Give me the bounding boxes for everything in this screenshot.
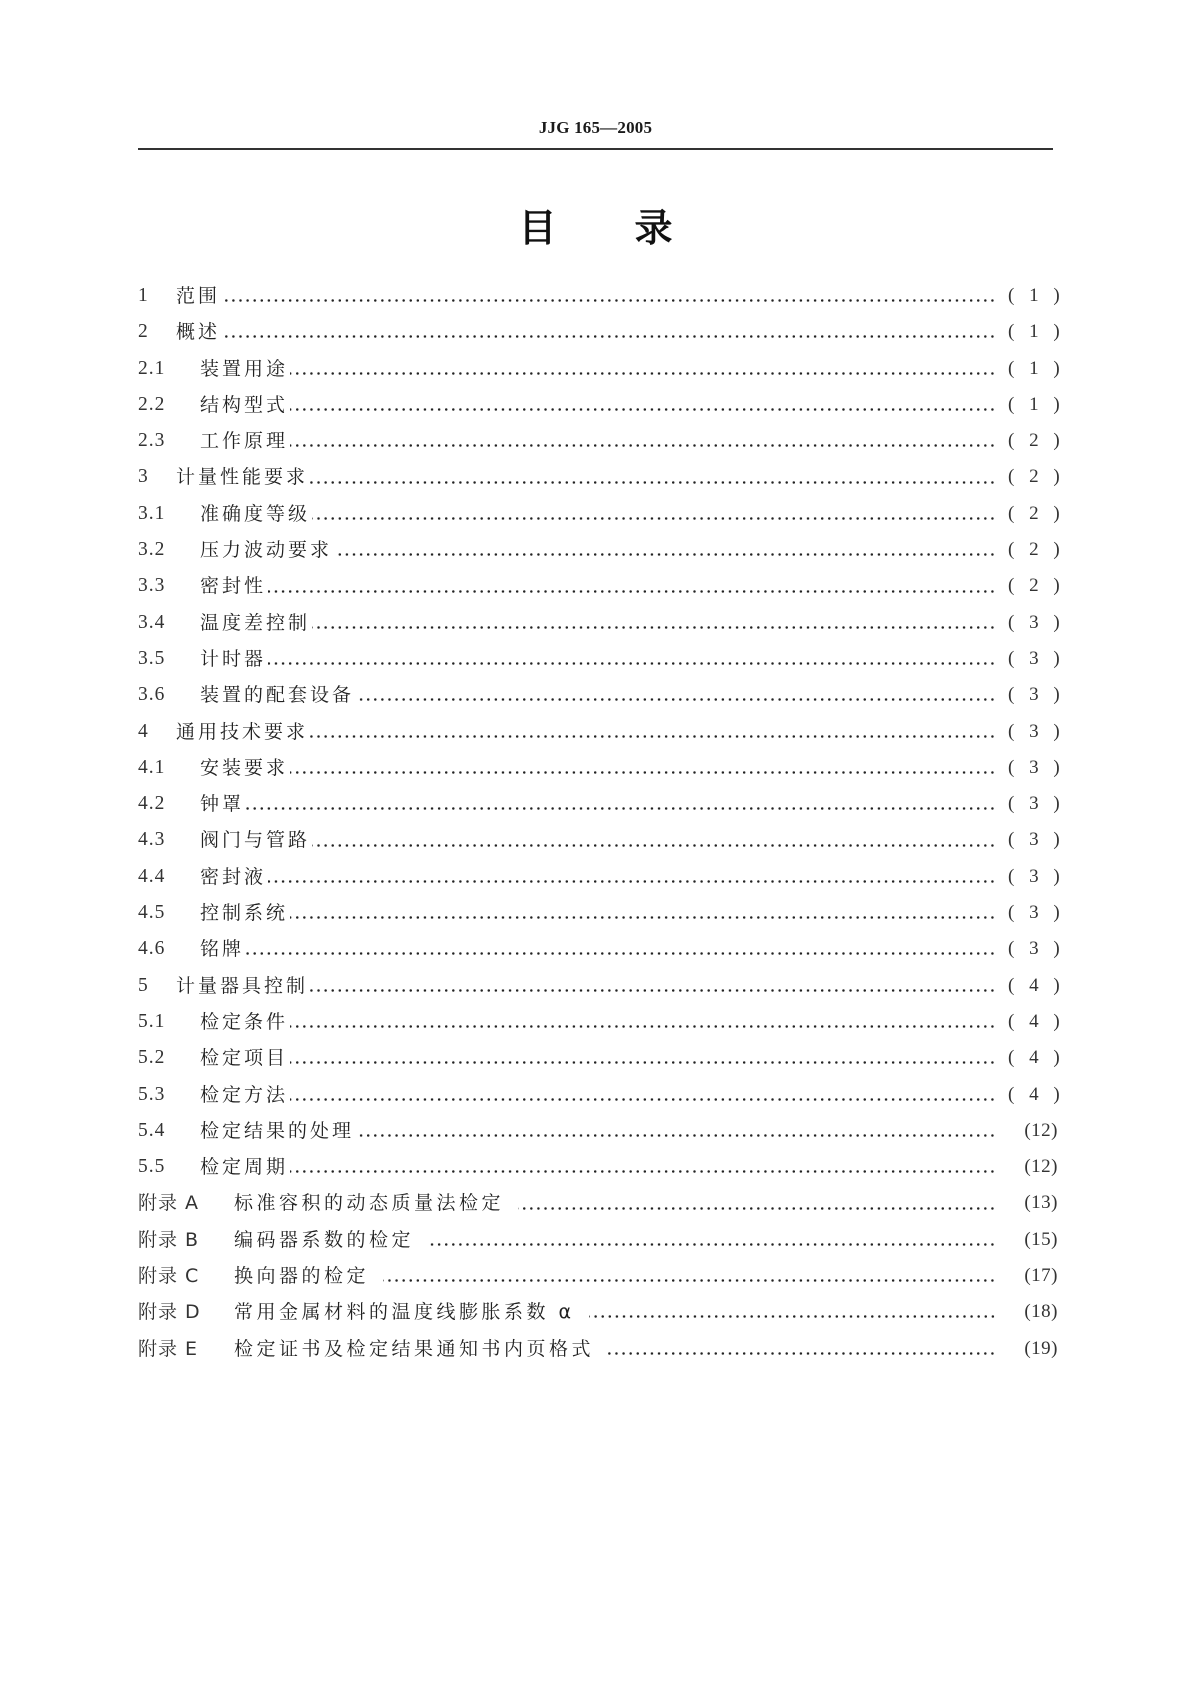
toc-entry-number: 2.2 — [138, 393, 166, 415]
toc-entry-label: 装置的配套设备 — [200, 684, 355, 707]
toc-entry-number: 2.1 — [138, 357, 166, 379]
dot-leader — [312, 605, 996, 641]
toc-entry-number: 附录 B — [138, 1228, 200, 1251]
toc-entry-label: 检定项目 — [200, 1047, 289, 1070]
toc-entry-page-number: (19) — [1024, 1337, 1058, 1359]
dot-leader — [290, 1040, 996, 1076]
table-of-contents — [138, 278, 1065, 1367]
toc-entry-number: 5.2 — [138, 1047, 166, 1069]
toc-entry[interactable] — [138, 605, 1065, 641]
toc-entry-page-number: ( 3 ) — [1008, 756, 1065, 778]
toc-entry-number: 3.5 — [138, 647, 166, 669]
toc-entry-label: 阀门与管路 — [200, 829, 311, 852]
toc-entry-label: 编码器系数的检定 — [234, 1228, 415, 1251]
toc-entry-label: 计量性能要求 — [176, 466, 309, 489]
toc-entry-page-number: ( 2 ) — [1008, 430, 1065, 452]
toc-entry[interactable] — [138, 822, 1065, 858]
toc-entry-number: 附录 D — [138, 1301, 201, 1324]
toc-entry-number: 5.1 — [138, 1010, 166, 1032]
dot-leader — [290, 895, 996, 931]
toc-entry-label: 标准容积的动态质量法检定 — [234, 1192, 505, 1215]
toc-entry-number: 附录 E — [138, 1337, 199, 1360]
toc-entry-label: 常用金属材料的温度线膨胀系数 α — [234, 1301, 575, 1324]
toc-entry-page-number: ( 3 ) — [1008, 829, 1065, 851]
toc-entry-number: 4.4 — [138, 865, 166, 887]
dot-leader — [268, 641, 996, 677]
dot-leader — [518, 1186, 996, 1222]
toc-entry[interactable] — [138, 568, 1065, 604]
toc-entry-page-number: (12) — [1024, 1156, 1058, 1178]
dot-leader — [290, 1004, 996, 1040]
running-header-standard-code: JJG 165—2005 — [538, 118, 653, 137]
toc-entry-label: 压力波动要求 — [200, 539, 333, 562]
toc-entry-number: 3.4 — [138, 611, 166, 633]
toc-entry-number: 4.1 — [138, 756, 166, 778]
toc-entry-page-number: ( 3 ) — [1008, 684, 1065, 706]
dot-leader — [246, 786, 996, 822]
title-char-1: 目 — [518, 206, 557, 250]
toc-entry-number: 5.4 — [138, 1119, 166, 1141]
toc-entry-page-number: (17) — [1024, 1265, 1058, 1287]
toc-entry-number: 4.2 — [138, 793, 166, 815]
toc-entry-page-number: (18) — [1024, 1301, 1058, 1323]
toc-entry-label: 计时器 — [200, 647, 267, 670]
toc-entry-page-number: ( 2 ) — [1008, 575, 1065, 597]
toc-entry-label: 密封性 — [200, 575, 267, 598]
toc-entry-label: 检定周期 — [200, 1156, 289, 1179]
toc-entry[interactable] — [138, 532, 1065, 568]
toc-entry-label: 范围 — [176, 285, 221, 307]
toc-entry[interactable] — [138, 423, 1065, 459]
toc-entry-page-number: ( 4 ) — [1008, 1083, 1065, 1105]
toc-entry-label: 准确度等级 — [200, 502, 311, 525]
toc-entry-page-number: ( 1 ) — [1008, 393, 1065, 415]
toc-entry[interactable] — [138, 786, 1065, 822]
toc-entry-label: 检定条件 — [200, 1010, 289, 1033]
dot-leader — [310, 968, 996, 1004]
toc-entry[interactable] — [138, 387, 1065, 423]
dot-leader — [290, 387, 996, 423]
dot-leader — [222, 278, 996, 314]
toc-entry-page-number: ( 3 ) — [1008, 647, 1065, 669]
toc-entry[interactable] — [138, 1077, 1065, 1113]
toc-entry-number: 5.5 — [138, 1156, 166, 1178]
toc-appendix-entry[interactable] — [138, 1185, 1058, 1221]
dot-leader — [290, 1149, 996, 1185]
toc-entry-page-number: ( 3 ) — [1008, 865, 1065, 887]
dot-leader — [608, 1331, 996, 1367]
toc-entry-label: 温度差控制 — [200, 611, 311, 634]
toc-entry-page-number: ( 1 ) — [1008, 357, 1065, 379]
toc-entry-number: 3.1 — [138, 502, 166, 524]
dot-leader — [290, 351, 996, 387]
toc-entry-page-number: (12) — [1024, 1119, 1058, 1141]
toc-entry-number: 5 — [138, 974, 149, 996]
toc-entry[interactable] — [138, 968, 1065, 1004]
dot-leader — [290, 750, 996, 786]
toc-entry[interactable] — [138, 677, 1065, 713]
toc-entry-label: 装置用途 — [200, 357, 289, 380]
dot-leader — [383, 1258, 996, 1294]
toc-entry-label: 计量器具控制 — [176, 974, 309, 997]
toc-entry[interactable] — [138, 459, 1065, 495]
toc-appendix-entry[interactable] — [138, 1294, 1058, 1330]
toc-entry-label: 概述 — [176, 321, 221, 344]
dot-leader — [222, 314, 996, 350]
dot-leader — [356, 1113, 996, 1149]
toc-entry-label: 铭牌 — [200, 938, 245, 961]
dot-leader — [356, 677, 996, 713]
toc-entry-number: 5.3 — [138, 1083, 166, 1105]
toc-entry-number: 3.3 — [138, 575, 166, 597]
toc-entry[interactable] — [138, 314, 1065, 350]
toc-entry-number: 附录 C — [138, 1265, 200, 1288]
toc-entry[interactable] — [138, 714, 1065, 750]
dot-leader — [290, 1077, 996, 1113]
dot-leader — [310, 714, 996, 750]
toc-appendix-entry[interactable] — [138, 1331, 1058, 1367]
dot-leader — [312, 823, 996, 859]
toc-entry[interactable] — [138, 496, 1065, 532]
toc-entry-page-number: ( 2 ) — [1008, 466, 1065, 488]
toc-entry-page-number: ( 4 ) — [1008, 974, 1065, 996]
toc-entry-label: 换向器的检定 — [234, 1265, 370, 1288]
toc-entry-label: 通用技术要求 — [176, 720, 309, 743]
toc-entry-number: 1 — [138, 285, 149, 306]
toc-entry-label: 结构型式 — [200, 393, 289, 416]
toc-entry-label: 钟罩 — [200, 793, 245, 816]
toc-entry-label: 安装要求 — [200, 756, 289, 779]
toc-entry-number: 2 — [138, 321, 149, 343]
toc-entry[interactable] — [138, 1113, 1058, 1149]
dot-leader — [290, 423, 996, 459]
dot-leader — [268, 859, 996, 895]
toc-entry-number: 2.3 — [138, 430, 166, 452]
toc-entry-page-number: ( 3 ) — [1008, 793, 1065, 815]
dot-leader — [428, 1222, 996, 1258]
toc-entry-label: 检定证书及检定结果通知书内页格式 — [234, 1337, 595, 1360]
toc-appendix-entry[interactable] — [138, 1222, 1058, 1258]
dot-leader — [268, 569, 996, 605]
toc-entry-number: 3.2 — [138, 539, 166, 561]
dot-leader — [312, 496, 996, 532]
toc-entry-number: 3.6 — [138, 684, 166, 706]
toc-entry-number: 4.6 — [138, 938, 166, 960]
toc-entry-page-number: ( 2 ) — [1008, 502, 1065, 524]
toc-entry[interactable] — [138, 1149, 1058, 1185]
title-char-2: 录 — [634, 206, 673, 250]
toc-entry[interactable] — [138, 351, 1065, 387]
toc-entry-page-number: ( 4 ) — [1008, 1047, 1065, 1069]
toc-entry[interactable] — [138, 641, 1065, 677]
toc-appendix-entry[interactable] — [138, 1258, 1058, 1294]
dot-leader — [589, 1294, 996, 1330]
toc-entry-number: 4.5 — [138, 902, 166, 924]
dot-leader — [334, 532, 996, 568]
toc-entry-label: 检定方法 — [200, 1083, 289, 1106]
toc-entry-label: 工作原理 — [200, 430, 289, 453]
toc-entry-number: 附录 A — [138, 1192, 200, 1215]
page-title — [0, 197, 1191, 252]
toc-entry[interactable] — [138, 931, 1065, 967]
toc-entry-page-number: ( 1 ) — [1008, 321, 1065, 343]
toc-entry-page-number: ( 3 ) — [1008, 720, 1065, 742]
dot-leader — [310, 460, 996, 496]
toc-entry-page-number: ( 3 ) — [1008, 902, 1065, 924]
toc-entry-page-number: ( 3 ) — [1008, 938, 1065, 960]
dot-leader — [246, 931, 996, 967]
toc-entry[interactable] — [138, 1040, 1065, 1076]
toc-entry-page-number: (13) — [1024, 1192, 1058, 1214]
toc-entry-label: 检定结果的处理 — [200, 1119, 355, 1142]
toc-entry-label: 密封液 — [200, 865, 267, 888]
toc-entry-label: 控制系统 — [200, 902, 289, 925]
toc-entry-number: 3 — [138, 466, 149, 488]
toc-entry[interactable] — [138, 1004, 1065, 1040]
toc-entry[interactable] — [138, 895, 1065, 931]
toc-entry-page-number: ( 1 ) — [1008, 285, 1065, 306]
toc-entry-number: 4.3 — [138, 829, 166, 851]
toc-entry[interactable] — [138, 859, 1065, 895]
header-rule — [138, 148, 1053, 150]
toc-entry-page-number: ( 2 ) — [1008, 539, 1065, 561]
toc-entry[interactable] — [138, 278, 1065, 314]
toc-entry-number: 4 — [138, 720, 149, 742]
toc-entry-page-number: (15) — [1024, 1228, 1058, 1250]
toc-entry-page-number: ( 3 ) — [1008, 611, 1065, 633]
toc-entry[interactable] — [138, 750, 1065, 786]
toc-entry-page-number: ( 4 ) — [1008, 1010, 1065, 1032]
